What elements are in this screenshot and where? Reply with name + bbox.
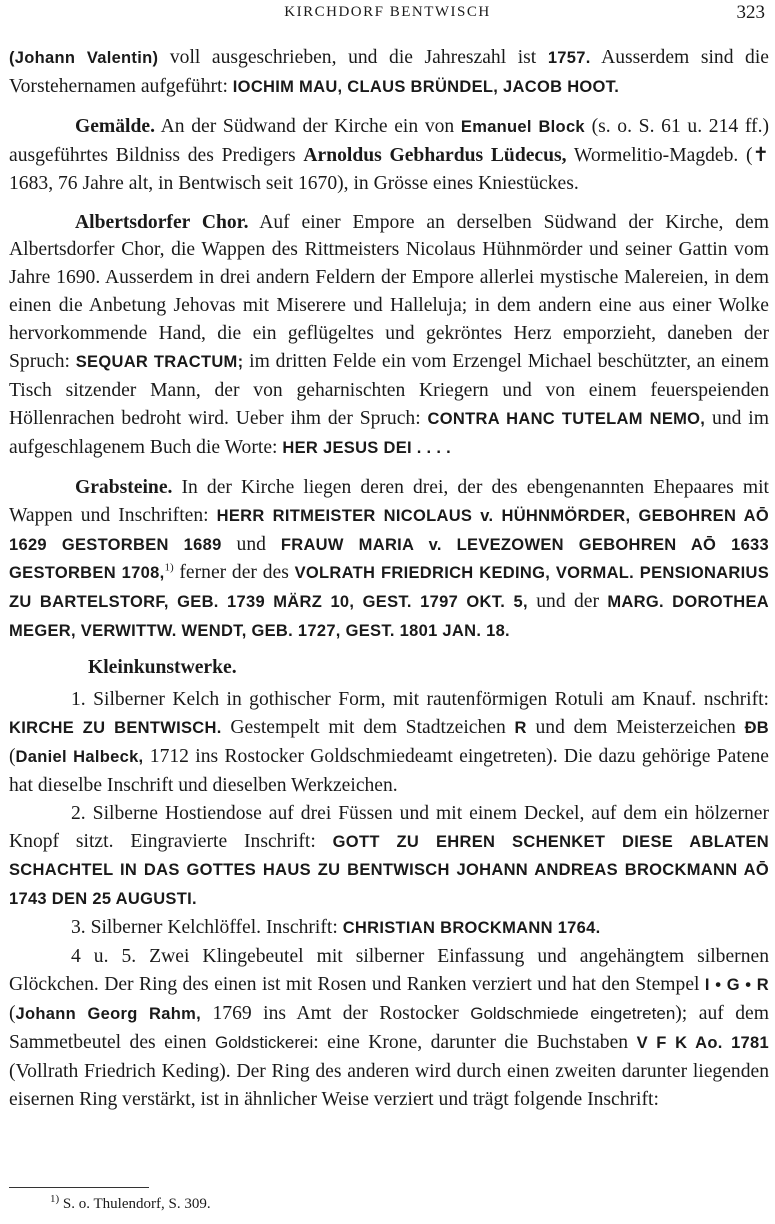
text-run: 2. Silberne Hostiendose auf drei Füssen und mit einem Deckel, auf dem ein hölzerner Knopf sitzt. Eingravierte Inschrift:: [9, 802, 769, 852]
text-run: im dritten Felde ein vom Erzengel Michael beschützter, an einem Tisch sitzender Mann, der von geharnischten Kriegern und von einem feuerspeienden Höllenrachen bedroht wird. Ueber ihm der Spruch:: [9, 351, 769, 429]
text-run: Goldstickerei: [215, 1032, 314, 1052]
page-header: [0, 2, 775, 28]
paragraph-gemaelde: [9, 113, 769, 198]
footnote-mark: 1): [50, 1193, 60, 1205]
mark-letter: R: [514, 718, 527, 737]
section-title-grabsteine: Grabsteine.: [75, 476, 173, 498]
footnote: [50, 1193, 211, 1213]
inscription: HER JESUS DEI . . . .: [282, 438, 451, 457]
inscription: MARG. DOROTHEA MEGER, VERWITTW. WENDT, GEB. 1727, GEST. 1801 JAN. 18.: [9, 593, 769, 641]
inscription: V F K Ao. 1781: [636, 1033, 769, 1052]
text-run: 3. Silberner Kelchlöffel. Inschrift:: [71, 917, 343, 939]
text-run: ferner der des: [173, 562, 295, 584]
person-name: Daniel Halbeck,: [15, 747, 144, 766]
inscription: VOLRATH FRIEDRICH KEDING, VORMAL. PENSIONARIUS ZU BARTELSTORF, GEB. 1739 MÄRZ 10, GEST. 1797 OKT. 5,: [9, 564, 769, 612]
footnote-text: S. o. Thulendorf, S. 309.: [59, 1196, 211, 1212]
text-run: 4 u. 5. Zwei Klingebeutel mit silberner Einfassung und angehängtem silbernen Glöckchen. Der Ring des einen ist mit Rosen und Ranken verziert und hat den Stempel: [9, 946, 769, 996]
text-run: Gestempelt mit dem Stadtzeichen: [221, 716, 515, 738]
footnote-divider: [9, 1187, 149, 1188]
text-run: 1769 ins Amt der Rostocker: [200, 1003, 471, 1024]
text-run: Wormelitio-Magdeb. (✝ 1683, 76 Jahre alt, in Bentwisch seit 1670), in Grösse eines Kniestückes.: [9, 144, 769, 194]
text-run: (: [9, 1003, 16, 1024]
text-run: Auf einer Empore an derselben Südwand der Kirche, dem Albertsdorfer Chor, die Wappen des Rittmeisters Nicolaus Hühnmörder und seiner Gattin vom Jahre 1690. Ausserdem in drei andern Feldern der Empore allerlei mystische Malereien, in dem einen die Anbetung Jehovas mit Miserere und Halleluja; in dem andern eine aus einer Wolke hervorkommende Hand, die ein geflügeltes und gekröntes Herz emporzieht, daneben der Spruch:: [9, 211, 769, 373]
text-run: 1712 ins Rostocker Goldschmiedeamt eingetreten). Die dazu gehörige Patene hat dieselbe Inschrift und dieselben Werkzeichen.: [9, 745, 769, 796]
inscription-names: IOCHIM MAU, CLAUS BRÜNDEL, JACOB HOOT.: [232, 77, 620, 96]
person-name: Emanuel Block: [460, 117, 585, 136]
text-run: An der Südwand der Kirche ein von: [155, 115, 461, 137]
text-run: 1. Silberner Kelch in gothischer Form, mit rautenförmigen Rotuli am Knauf. nschrift:: [71, 689, 769, 711]
item-3: [9, 914, 769, 943]
paragraph-albertsdorfer-chor: [9, 209, 769, 463]
text-run: Ausserdem sind die Vorstehernamen aufgeführt:: [9, 47, 769, 97]
running-title: KIRCHDORF BENTWISCH: [284, 4, 491, 20]
inscription: SEQUAR TRACTUM;: [75, 353, 244, 372]
text-run: und dem Meisterzeichen: [526, 716, 745, 738]
inscription: KIRCHE ZU BENTWISCH.: [9, 718, 222, 737]
inscription: CHRISTIAN BROCKMANN 1764.: [342, 919, 601, 938]
section-heading-kleinkunstwerke: [9, 654, 769, 682]
inscription: FRAUW MARIA v. LEVEZOWEN GEBOHREN AŌ 1633 GESTORBEN 1708,: [9, 535, 769, 583]
heading-text: Kleinkunstwerke.: [88, 657, 237, 679]
text-run: (Vollrath Friedrich Keding). Der Ring des anderen wird durch einen zweiten darunter liegenden eisernen Ring verstärkt, ist in ähnlicher Weise verziert und trägt folgende Inschrift:: [9, 1060, 769, 1110]
body-text: [9, 44, 769, 1114]
master-mark: ĐB: [744, 718, 769, 737]
paragraph-grabsteine: [9, 474, 769, 646]
section-title-chor: Albertsdorfer Chor.: [75, 211, 249, 233]
text-run: und der: [527, 591, 608, 613]
text-run: und: [221, 533, 281, 555]
text-run: : eine Krone, darunter die Buchstaben: [313, 1031, 637, 1053]
text-run: ); auf dem Sammetbeutel des einen: [9, 1003, 769, 1053]
inscription: CONTRA HANC TUTELAM NEMO,: [427, 409, 706, 428]
stamp-mark: I • G • R: [704, 976, 769, 995]
inscription-name: (Johann Valentin): [9, 49, 159, 67]
item-4-5: [9, 943, 769, 1113]
person-name: Johann Georg Rahm,: [15, 1005, 201, 1023]
inscription-year: 1757.: [547, 49, 591, 67]
text-run: (: [9, 745, 16, 767]
section-title-gemaelde: Gemälde.: [75, 115, 155, 137]
page-number: 323: [736, 2, 765, 23]
text-run: Goldschmiede eingetreten: [470, 1004, 676, 1023]
inscription: GOTT ZU EHREN SCHENKET DIESE ABLATEN SCHACHTEL IN DAS GOTTES HAUS ZU BENTWISCH JOHANN ANDREAS BROCKMANN AŌ 1743 DEN 25 AUGUSTI.: [9, 832, 769, 909]
item-1: [9, 686, 769, 800]
text-run: voll ausgeschrieben, und die Jahreszahl ist: [158, 47, 548, 68]
inscription: HERR RITMEISTER NICOLAUS v. HÜHNMÖRDER, GEBOHREN AŌ 1629 GESTORBEN 1689: [9, 506, 769, 554]
paragraph-inscription: [9, 44, 769, 102]
text-run: In der Kirche liegen deren drei, der des ebengenannten Ehepaares mit Wappen und Inschriften:: [9, 476, 769, 526]
text-run: (s. o. S. 61 u. 214 ff.) ausgeführtes Bildniss des Predigers: [9, 115, 769, 166]
person-name: Arnoldus Gebhardus Lüdecus,: [303, 144, 567, 166]
text-run: und im aufgeschlagenem Buch die Worte:: [9, 407, 769, 458]
footnote-marker: 1): [164, 561, 174, 574]
item-2: [9, 800, 769, 915]
